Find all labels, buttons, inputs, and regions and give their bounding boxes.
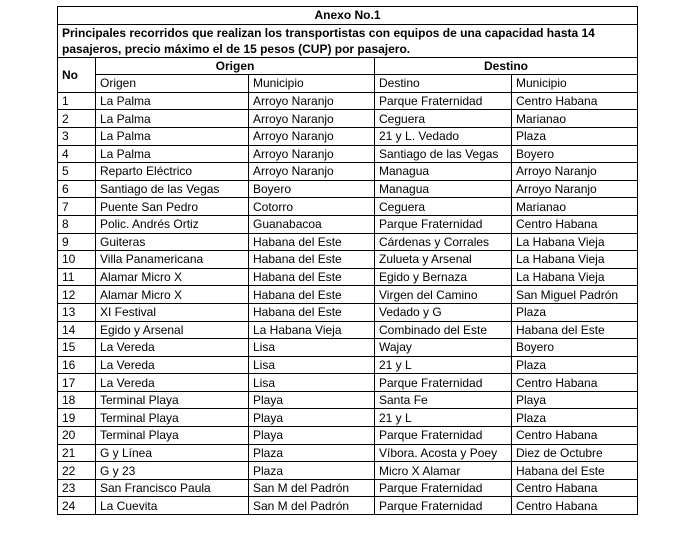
annex-title: Anexo No.1 [58,7,638,25]
cell-municipio-origen: La Habana Vieja [249,321,375,339]
cell-origen: Alamar Micro X [96,286,249,304]
cell-no: 19 [58,409,96,427]
table-body [58,7,638,515]
table-row [58,180,638,198]
cell-municipio-origen: Playa [249,409,375,427]
cell-destino: Combinado del Este [375,321,512,339]
cell-origen: Santiago de las Vegas [96,180,249,198]
cell-no: 4 [58,145,96,163]
cell-municipio-destino: Playa [512,391,638,409]
cell-no: 17 [58,374,96,392]
cell-municipio-origen: Arroyo Naranjo [249,110,375,128]
cell-origen: Egido y Arsenal [96,321,249,339]
table-row [58,251,638,269]
cell-no: 3 [58,127,96,145]
cell-origen: San Francisco Paula [96,479,249,497]
cell-municipio-origen: San M del Padrón [249,497,375,515]
cell-destino: Micro X Alamar [375,462,512,480]
group-header-row [58,57,638,75]
cell-no: 21 [58,444,96,462]
cell-municipio-destino: San Miguel Padrón [512,286,638,304]
table-row [58,110,638,128]
cell-origen: Guiteras [96,233,249,251]
cell-municipio-destino: La Habana Vieja [512,251,638,269]
cell-origen: Terminal Playa [96,391,249,409]
cell-municipio-destino: Habana del Este [512,462,638,480]
cell-no: 7 [58,198,96,216]
cell-destino: Parque Fraternidad [375,215,512,233]
cell-no: 6 [58,180,96,198]
table-row [58,462,638,480]
cell-municipio-destino: Marianao [512,110,638,128]
cell-municipio-origen: Guanabacoa [249,215,375,233]
cell-destino: Parque Fraternidad [375,427,512,445]
cell-no: 23 [58,479,96,497]
cell-destino: Santa Fe [375,391,512,409]
cell-destino: Virgen del Camino [375,286,512,304]
cell-no: 18 [58,391,96,409]
cell-no: 14 [58,321,96,339]
table-row [58,286,638,304]
cell-municipio-destino: Arroyo Naranjo [512,180,638,198]
cell-municipio-origen: Boyero [249,180,375,198]
cell-destino: 21 y L. Vedado [375,127,512,145]
annex-table [57,6,638,515]
cell-municipio-origen: Lisa [249,356,375,374]
cell-origen: La Palma [96,127,249,145]
cell-no: 24 [58,497,96,515]
cell-no: 12 [58,286,96,304]
cell-origen: Terminal Playa [96,409,249,427]
cell-destino: Parque Fraternidad [375,374,512,392]
cell-origen: Reparto Eléctrico [96,163,249,181]
table-row [58,374,638,392]
table-row [58,268,638,286]
title-row [58,7,638,25]
table-row [58,215,638,233]
cell-origen: G y 23 [96,462,249,480]
cell-municipio-origen: Habana del Este [249,268,375,286]
cell-municipio-origen: Habana del Este [249,303,375,321]
cell-origen: La Vereda [96,339,249,357]
table-row [58,127,638,145]
cell-destino: Vedado y G [375,303,512,321]
cell-municipio-destino: Plaza [512,127,638,145]
cell-no: 5 [58,163,96,181]
cell-municipio-destino: Marianao [512,198,638,216]
cell-municipio-destino: Centro Habana [512,374,638,392]
cell-municipio-origen: Arroyo Naranjo [249,145,375,163]
table-row [58,339,638,357]
cell-origen: La Palma [96,92,249,110]
cell-municipio-origen: Habana del Este [249,286,375,304]
cell-no: 13 [58,303,96,321]
cell-municipio-destino: La Habana Vieja [512,268,638,286]
header-origen-group: Origen [96,57,375,75]
cell-destino: Managua [375,163,512,181]
cell-municipio-destino: Centro Habana [512,427,638,445]
cell-municipio-origen: Arroyo Naranjo [249,163,375,181]
cell-origen: La Vereda [96,356,249,374]
description-row [58,24,638,57]
cell-no: 20 [58,427,96,445]
cell-origen: Puente San Pedro [96,198,249,216]
table-row [58,145,638,163]
table-row [58,163,638,181]
cell-municipio-destino: La Habana Vieja [512,233,638,251]
cell-municipio-origen: Plaza [249,462,375,480]
cell-origen: La Palma [96,110,249,128]
cell-destino: Santiago de las Vegas [375,145,512,163]
cell-destino: Parque Fraternidad [375,92,512,110]
cell-destino: Víbora. Acosta y Poey [375,444,512,462]
cell-origen: Alamar Micro X [96,268,249,286]
header-origen: Origen [96,75,249,93]
cell-no: 8 [58,215,96,233]
cell-municipio-origen: Arroyo Naranjo [249,92,375,110]
cell-municipio-destino: Centro Habana [512,92,638,110]
cell-municipio-destino: Plaza [512,303,638,321]
cell-municipio-origen: Playa [249,427,375,445]
cell-municipio-origen: Habana del Este [249,251,375,269]
cell-origen: La Vereda [96,374,249,392]
table-row [58,427,638,445]
cell-destino: Zulueta y Arsenal [375,251,512,269]
cell-destino: Parque Fraternidad [375,479,512,497]
cell-no: 11 [58,268,96,286]
cell-municipio-destino: Plaza [512,356,638,374]
cell-municipio-destino: Centro Habana [512,215,638,233]
cell-origen: Villa Panamericana [96,251,249,269]
cell-destino: 21 y L [375,356,512,374]
cell-origen: Polic. Andrés Ortiz [96,215,249,233]
table-row [58,198,638,216]
cell-no: 10 [58,251,96,269]
table-row [58,497,638,515]
header-municipio-origen: Municipio [249,75,375,93]
cell-municipio-origen: Cotorro [249,198,375,216]
cell-municipio-destino: Centro Habana [512,479,638,497]
table-row [58,356,638,374]
table-row [58,391,638,409]
cell-destino: Wajay [375,339,512,357]
table-row [58,92,638,110]
cell-no: 22 [58,462,96,480]
cell-destino: Egido y Bernaza [375,268,512,286]
cell-destino: Managua [375,180,512,198]
cell-municipio-origen: Lisa [249,374,375,392]
cell-origen: La Palma [96,145,249,163]
header-destino-group: Destino [375,57,638,75]
cell-municipio-destino: Habana del Este [512,321,638,339]
cell-origen: Terminal Playa [96,427,249,445]
cell-origen: La Cuevita [96,497,249,515]
cell-no: 1 [58,92,96,110]
cell-origen: G y Línea [96,444,249,462]
cell-municipio-destino: Diez de Octubre [512,444,638,462]
table-row [58,233,638,251]
cell-municipio-destino: Centro Habana [512,497,638,515]
table-row [58,321,638,339]
cell-no: 9 [58,233,96,251]
cell-municipio-destino: Plaza [512,409,638,427]
cell-municipio-origen: San M del Padrón [249,479,375,497]
annex-description: Principales recorridos que realizan los transportistas con equipos de una capacidad hasta 14 pasajeros, precio máximo el de 15 pesos (CUP) por pasajero. [58,24,638,57]
cell-no: 15 [58,339,96,357]
cell-municipio-destino: Arroyo Naranjo [512,163,638,181]
header-municipio-destino: Municipio [512,75,638,93]
cell-origen: XI Festival [96,303,249,321]
cell-destino: Ceguera [375,198,512,216]
table-row [58,303,638,321]
table-row [58,409,638,427]
table-row [58,479,638,497]
cell-municipio-origen: Lisa [249,339,375,357]
cell-destino: 21 y L [375,409,512,427]
table-row [58,444,638,462]
cell-municipio-origen: Plaza [249,444,375,462]
cell-no: 2 [58,110,96,128]
sub-header-row [58,75,638,93]
cell-no: 16 [58,356,96,374]
header-no: No [58,57,96,92]
cell-municipio-origen: Habana del Este [249,233,375,251]
cell-destino: Parque Fraternidad [375,497,512,515]
cell-municipio-destino: Boyero [512,145,638,163]
cell-municipio-origen: Playa [249,391,375,409]
cell-municipio-origen: Arroyo Naranjo [249,127,375,145]
cell-municipio-destino: Boyero [512,339,638,357]
cell-destino: Ceguera [375,110,512,128]
cell-destino: Cárdenas y Corrales [375,233,512,251]
header-destino: Destino [375,75,512,93]
